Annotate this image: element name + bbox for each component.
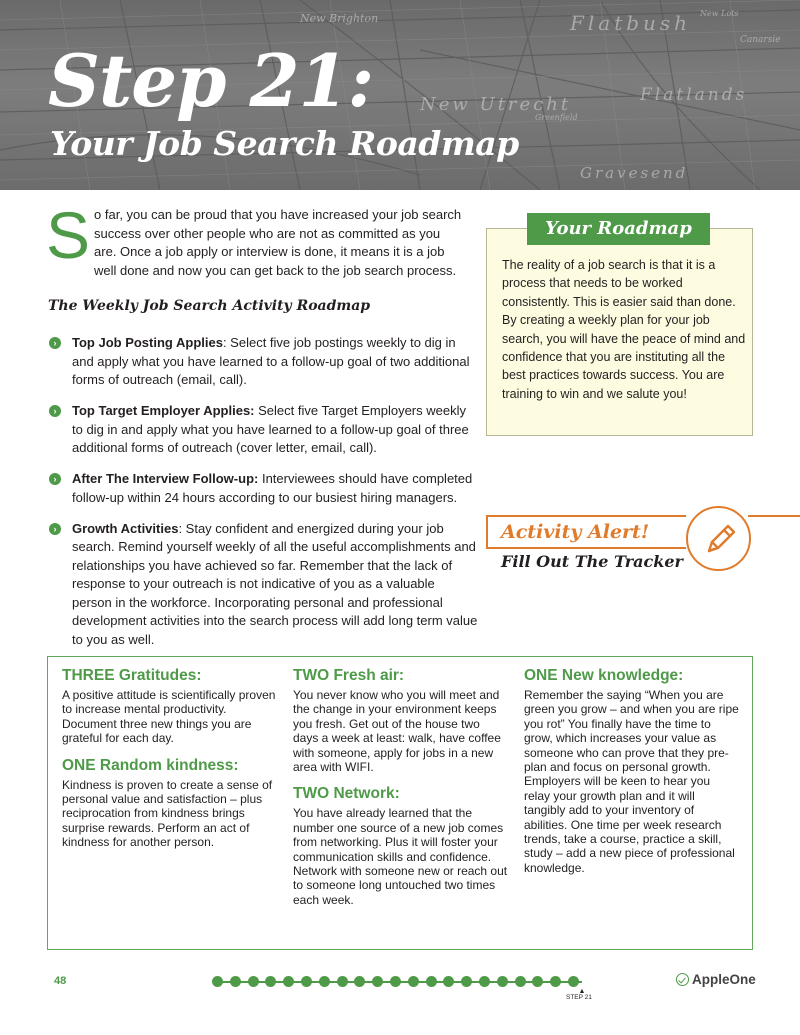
- gratitude-text: You never know who you will meet and the change in your environment keeps you fresh. Get out of the house two days a week at least: walk, have coffee with someone, apply for jobs in a new area with WIFI.: [293, 688, 501, 775]
- list-item-text: Select five Target Employers weekly to dig in and apply what you have learned to a follow-up goal of three additional forms of outreach (cover letter, email, call).: [72, 403, 469, 455]
- logo-text: AppleOne: [692, 972, 756, 987]
- map-label: New Lots: [700, 9, 739, 18]
- progress-dot: [301, 976, 312, 987]
- progress-dot: [408, 976, 419, 987]
- gratitude-text: A positive attitude is scientifically proven to increase mental productivity. Document three new things you are grateful for each day.: [62, 688, 276, 746]
- gratitude-text: Kindness is proven to create a sense of personal value and satisfaction – plus reciprocation from kindness brings surprise rewards. Perform an act of kindness for another person.: [62, 777, 273, 850]
- step-progress: [212, 976, 592, 988]
- progress-dot: [372, 976, 383, 987]
- page-subtitle: Your Job Search Roadmap: [50, 124, 519, 163]
- gratitudes-column: [62, 666, 277, 850]
- checkmark-icon: [676, 973, 689, 986]
- gratitude-heading: ONE Random kindness:: [62, 756, 239, 774]
- alert-border: [748, 515, 800, 517]
- roadmap-title: Your Roadmap: [527, 213, 710, 245]
- list-item-text: : Select five job postings weekly to dig in and apply what you have learned to a follow-up goal of two additional forms of outreach (email, call).: [72, 335, 470, 387]
- progress-dot: [443, 976, 454, 987]
- map-label: Gravesend: [580, 164, 689, 182]
- list-item-text: : Stay confident and energized during your job search. Remind yourself weekly of all the useful accomplishments and relationships you have achieved so far. Remember that the lack of response to your outreach is not indicative of you as a valuable person in the workforce. Incorporating personal and professional development activities into the search process will add long term value to you as well.: [72, 520, 478, 647]
- arrow-right-icon: ›: [49, 337, 61, 349]
- progress-dot: [265, 976, 276, 987]
- list-item-text: Interviewees should have completed follow-up within 24 hours according to our busiest hiring managers.: [72, 471, 473, 505]
- gratitude-heading: THREE Gratitudes:: [62, 667, 202, 684]
- gratitude-text: Remember the saying “When you are green you grow – and when you are ripe you rot” You finally have the time to grow, which increases your value as someone who can prove that they pre-plan and focus on personal growth. Employers will be keen to hear you relay your growth plan and it will tangibly add to your inventory of abilities. One time per week research trends, take a course, practice a skill, study – add a new piece of professional knowledge.: [524, 688, 739, 875]
- progress-dot: [354, 976, 365, 987]
- list-item: [48, 470, 478, 507]
- gratitude-heading: ONE New knowledge:: [524, 667, 684, 684]
- list-item-title: After The Interview Follow-up:: [72, 471, 259, 486]
- list-item: [48, 402, 478, 458]
- map-label: New Brighton: [300, 12, 379, 25]
- map-label: Canarsie: [740, 35, 781, 45]
- progress-dot: [515, 976, 526, 987]
- current-step-marker-icon: ▲: [578, 988, 586, 995]
- header-banner: [0, 0, 800, 190]
- progress-dot: [337, 976, 348, 987]
- progress-dot: [319, 976, 330, 987]
- gratitudes-column: [524, 666, 739, 875]
- alert-border: [486, 547, 686, 549]
- gratitude-heading: TWO Network:: [293, 785, 400, 803]
- progress-dot: [497, 976, 508, 987]
- progress-dot: [550, 976, 561, 987]
- section-heading: The Weekly Job Search Activity Roadmap: [48, 298, 371, 314]
- progress-dot: [283, 976, 294, 987]
- progress-dot: [461, 976, 472, 987]
- map-label: Flatlands: [640, 85, 748, 105]
- alert-border: [486, 515, 686, 517]
- progress-dot: [230, 976, 241, 987]
- page-title: Step 21:: [48, 38, 374, 123]
- appleone-logo: [676, 972, 756, 987]
- intro-paragraph: [46, 198, 464, 280]
- pencil-icon: [686, 506, 751, 571]
- page-number: 48: [54, 975, 67, 987]
- progress-dot: [248, 976, 259, 987]
- drop-cap: S: [46, 198, 91, 272]
- gratitude-text: You have already learned that the number one source of a new job comes from networking. Plus it will foster your communication skills and confidence. Network with someone new or reach out to someone long untouched two times each week.: [293, 806, 508, 907]
- list-item: [48, 334, 478, 390]
- map-label: New Utrecht: [420, 94, 572, 115]
- gratitude-heading: TWO Fresh air:: [293, 667, 405, 684]
- list-item-title: Top Target Employer Applies:: [72, 403, 255, 418]
- arrow-right-icon: ›: [49, 405, 61, 417]
- progress-dot: [479, 976, 490, 987]
- gratitudes-column: [293, 666, 508, 907]
- pencil-icon-graphic: [700, 520, 740, 560]
- alert-border: [486, 515, 488, 549]
- progress-dot: [390, 976, 401, 987]
- activity-alert-title: Activity Alert!: [501, 521, 650, 543]
- progress-dot: [212, 976, 223, 987]
- progress-dot: [532, 976, 543, 987]
- map-label: Greenfield: [535, 113, 578, 122]
- step-label: STEP 21: [566, 994, 592, 1001]
- progress-dot: [568, 976, 579, 987]
- progress-dot: [426, 976, 437, 987]
- list-item-title: Top Job Posting Applies: [72, 335, 223, 350]
- activity-alert-subtitle: Fill Out The Tracker: [501, 552, 683, 571]
- roadmap-text: The reality of a job search is that it is a process that needs to be worked consistently. This is easier said than done. By creating a weekly plan for your job search, you will have the peace of mind and confidence that you are instituting all the best practices towards success. You are training to win and we salute you!: [502, 258, 746, 401]
- intro-text: o far, you can be proud that you have increased your job search success over other people who are not as committed as you are. Once a job apply or interview is done, it means it is a job well done and now you can get back to the job search process.: [94, 207, 462, 278]
- arrow-right-icon: ›: [49, 473, 61, 485]
- list-item: [48, 520, 478, 650]
- list-item-title: Growth Activities: [72, 520, 179, 536]
- activity-list: [48, 334, 478, 662]
- arrow-right-icon: ›: [49, 523, 61, 535]
- map-label: Flatbush: [570, 11, 692, 35]
